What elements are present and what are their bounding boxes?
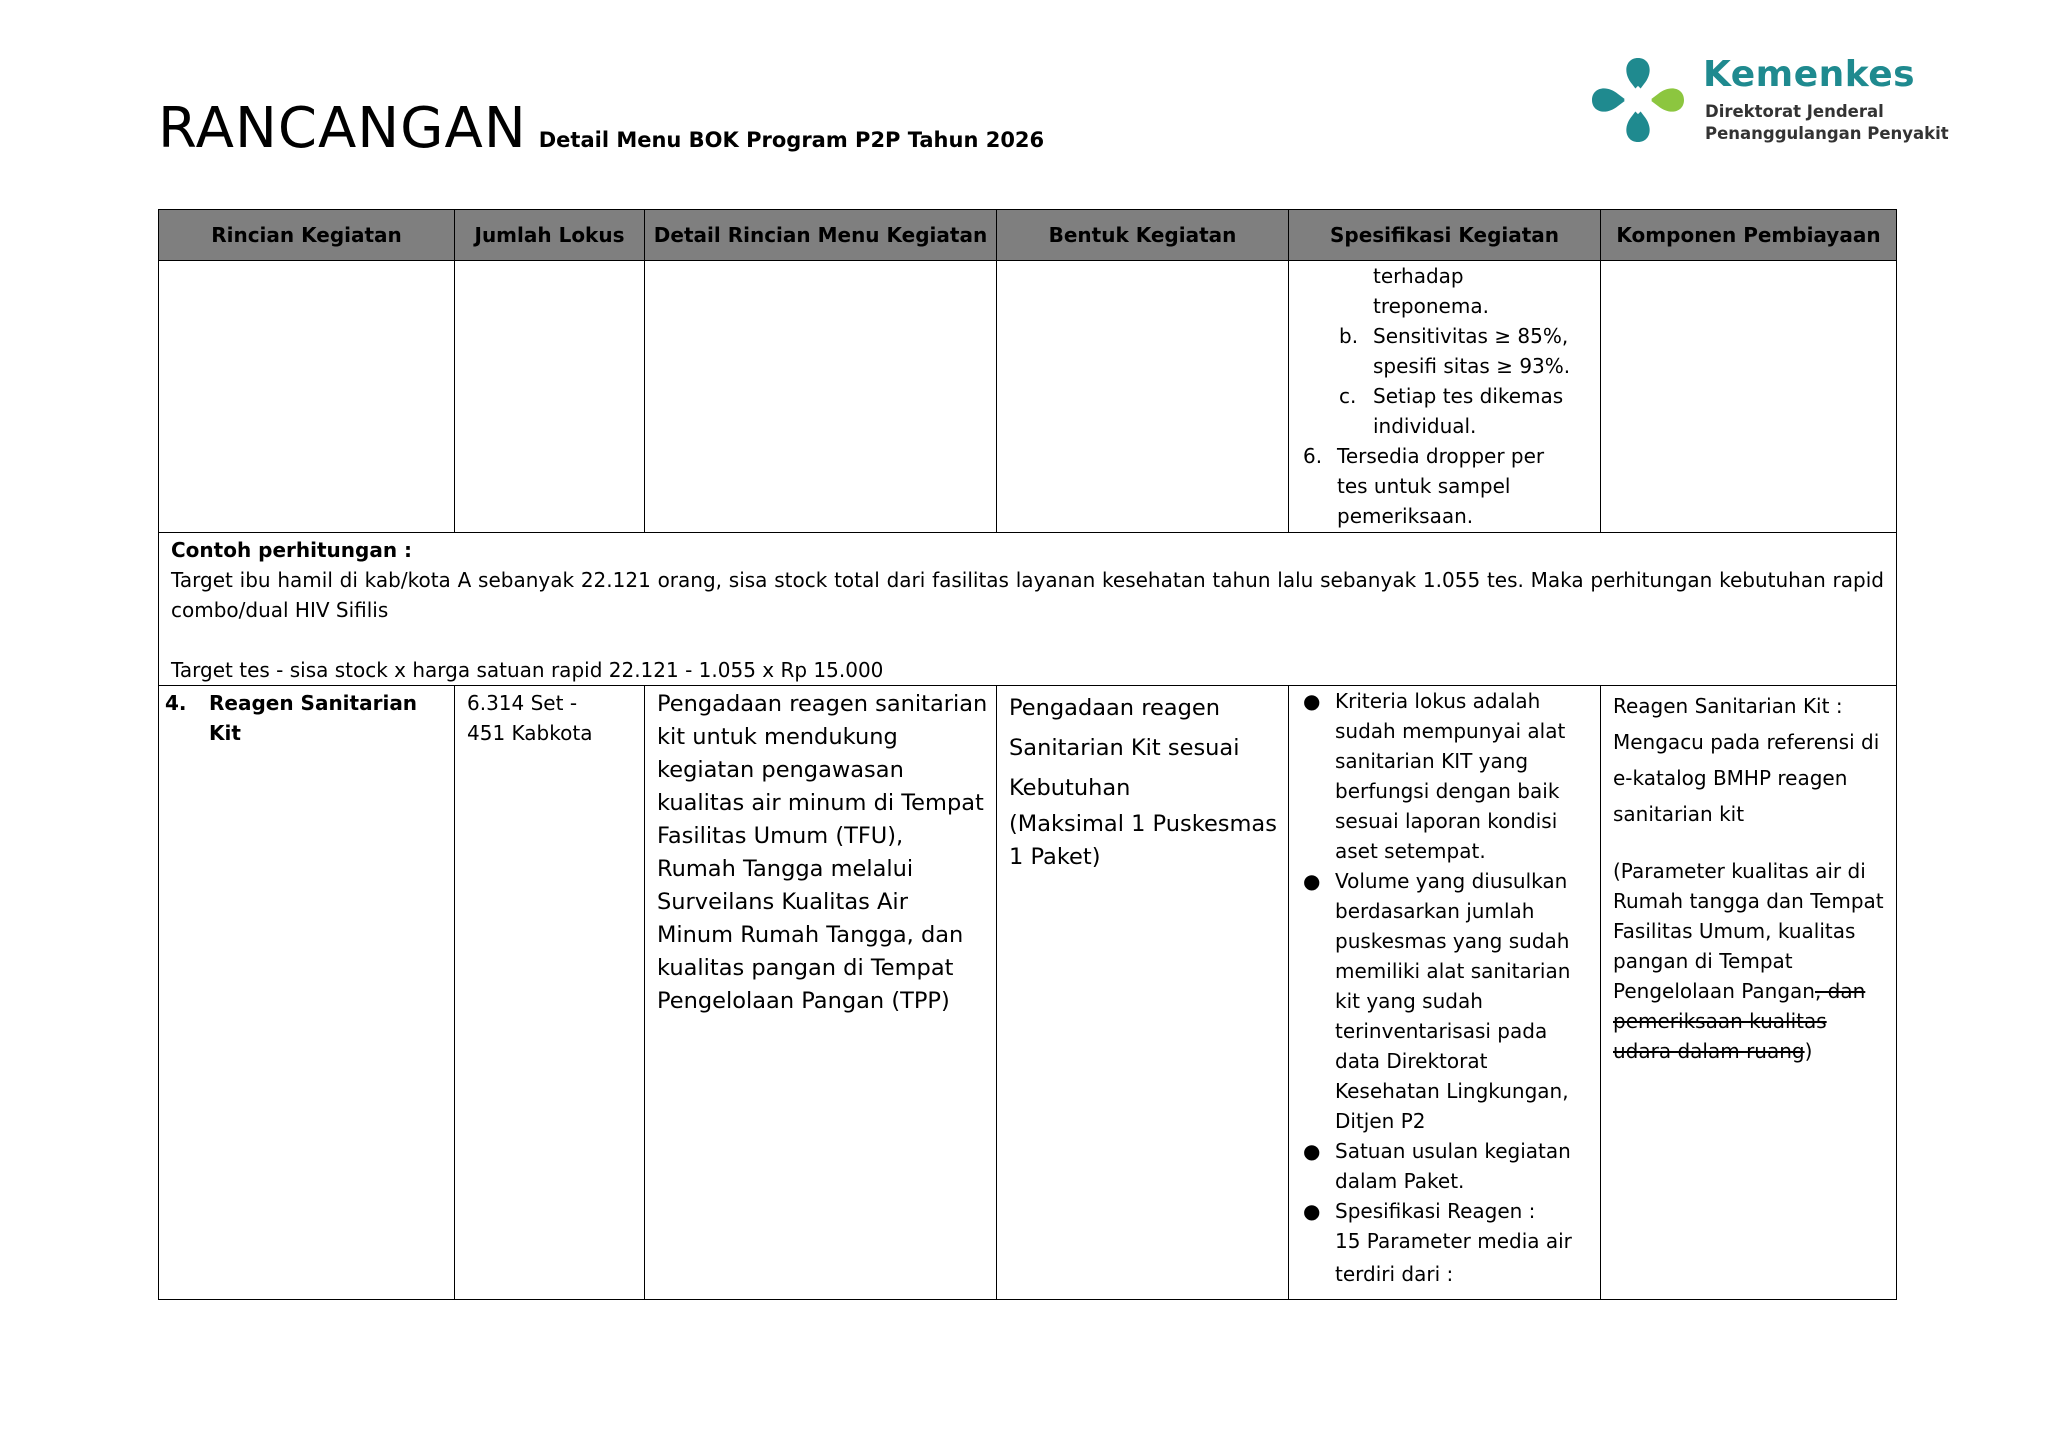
logo-brand-text: Kemenkes xyxy=(1703,54,1916,95)
example-heading: Contoh perhitungan : xyxy=(171,538,413,562)
example-row xyxy=(159,533,1897,686)
column-header: Detail Rincian Menu Kegiatan xyxy=(645,210,997,261)
list-item: b. Sensitivitas ≥ 85%, spesifi sitas ≥ 93%. xyxy=(1339,324,1571,378)
table-cell xyxy=(645,261,997,533)
column-header: Komponen Pembiayaan xyxy=(1601,210,1897,261)
komponen-cell: Reagen Sanitarian Kit : Mengacu pada referensi di e-katalog BMHP reagen sanitarian kit (Parameter kualitas air di Rumah tangga dan Tempat Fasilitas Umum, kualitas pangan di Tempat Pengelolaan Pangan, dan pemeriksaan kualitas udara dalam ruang) xyxy=(1601,686,1897,1300)
kemenkes-logo xyxy=(1588,52,1958,152)
table-cell xyxy=(455,261,645,533)
rincian-label: Reagen Sanitarian Kit xyxy=(209,691,418,745)
table-header-row xyxy=(159,210,1897,261)
column-header: Jumlah Lokus xyxy=(455,210,645,261)
list-item: ● Kriteria lokus adalah sudah mempunyai alat sanitarian KIT yang berfungsi dengan baik sesuai laporan kondisi aset setempat. xyxy=(1303,689,1566,863)
page-title xyxy=(158,96,1044,161)
example-cell xyxy=(159,533,1897,686)
kemenkes-emblem-icon xyxy=(1588,54,1688,146)
list-item: ● Satuan usulan kegiatan dalam Paket. xyxy=(1303,1139,1571,1193)
detail-cell: Pengadaan reagen sanitarian kit untuk mendukung kegiatan pengawasan kualitas air minum di Tempat Fasilitas Umum (TFU), Rumah Tangga melalui Surveilans Kualitas Air Minum Rumah Tangga, dan kualitas pangan di Tempat Pengelolaan Pangan (TPP) xyxy=(645,686,997,1300)
example-formula: Target tes - sisa stock x harga satuan rapid 22.121 - 1.055 x Rp 15.000 xyxy=(171,658,884,682)
list-item: ● Spesifikasi Reagen : 15 Parameter media air terdiri dari : xyxy=(1303,1199,1572,1286)
logo-line-1: Direktorat Jenderal xyxy=(1705,102,1884,121)
spec-cell xyxy=(1289,686,1601,1300)
table-cell xyxy=(1601,261,1897,533)
logo-line-2: Penanggulangan Penyakit xyxy=(1705,124,1949,143)
example-text: Target ibu hamil di kab/kota A sebanyak 22.121 orang, sisa stock total dari fasilitas layanan kesehatan tahun lalu sebanyak 1.055 tes. Maka perhitungan kebutuhan rapid combo/dual HIV Sifilis xyxy=(171,568,1884,622)
column-header: Rincian Kegiatan xyxy=(159,210,455,261)
struck-text: , dan pemeriksaan kualitas udara dalam ruang xyxy=(1613,979,1866,1063)
menu-table xyxy=(158,209,1897,1300)
table-cell xyxy=(159,261,455,533)
table-row xyxy=(159,261,1897,533)
row-number: 4. xyxy=(165,691,187,715)
list-item: 6. Tersedia dropper per tes untuk sampel pemeriksaan. xyxy=(1303,444,1545,528)
column-header: Spesifikasi Kegiatan xyxy=(1289,210,1601,261)
list-item: terhadap treponema. xyxy=(1373,264,1489,318)
rincian-cell xyxy=(159,686,455,1300)
document-title: RANCANGAN xyxy=(158,96,527,161)
lokus-cell: 6.314 Set - 451 Kabkota xyxy=(455,686,645,1300)
column-header: Bentuk Kegiatan xyxy=(997,210,1289,261)
table-row xyxy=(159,686,1897,1300)
list-item: ● Volume yang diusulkan berdasarkan jumlah puskesmas yang sudah memiliki alat sanitarian kit yang sudah terinventarisasi pada data Direktorat Kesehatan Lingkungan, Ditjen P2 xyxy=(1303,869,1571,1133)
document-subtitle: Detail Menu BOK Program P2P Tahun 2026 xyxy=(538,128,1045,152)
bentuk-cell: Pengadaan reagen Sanitarian Kit sesuai Kebutuhan (Maksimal 1 Puskesmas 1 Paket) xyxy=(997,686,1289,1300)
list-item: c. Setiap tes dikemas individual. xyxy=(1339,384,1564,438)
table-cell xyxy=(997,261,1289,533)
spec-cell-continued xyxy=(1289,261,1601,533)
